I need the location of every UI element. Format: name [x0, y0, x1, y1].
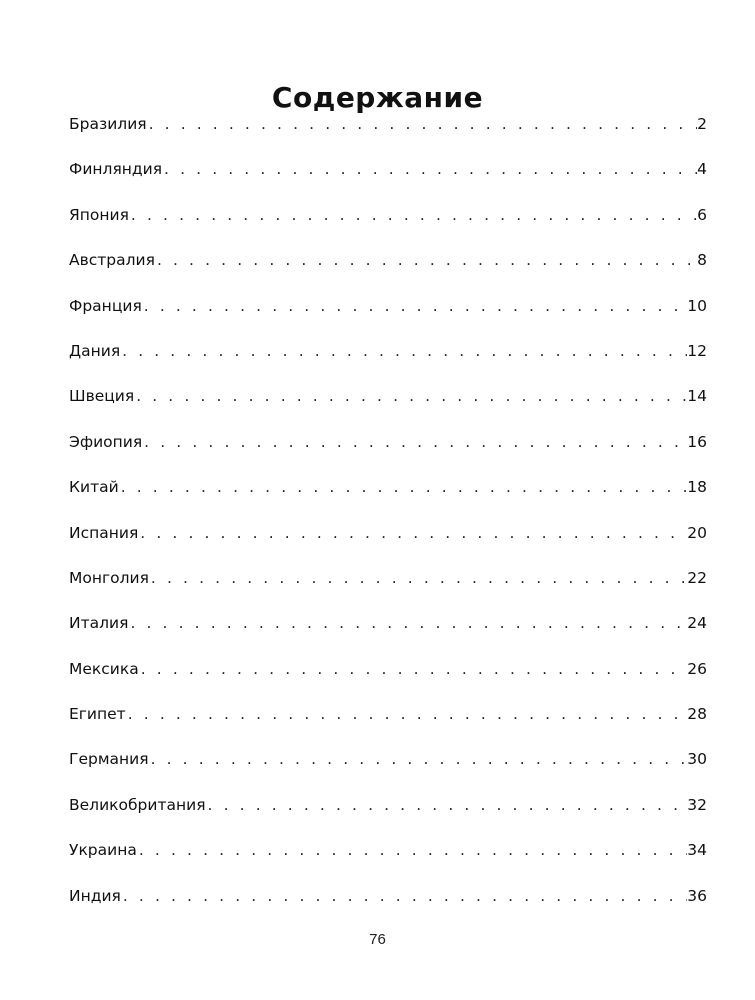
toc-entry-page: 34 [687, 841, 707, 860]
toc-entry-page: 24 [687, 614, 707, 633]
toc-dot-leader [134, 381, 687, 411]
toc-entry-title: Украина [69, 841, 137, 860]
toc-entry-title: Франция [69, 296, 142, 315]
toc-entry-title: Бразилия [69, 115, 147, 133]
toc-entry-title: Эфиопия [69, 432, 143, 451]
toc-dot-leader [129, 200, 697, 230]
toc-entry[interactable] [69, 154, 707, 199]
toc-entry[interactable] [69, 381, 707, 426]
toc-entry[interactable] [69, 563, 707, 608]
toc-entry[interactable] [69, 518, 707, 563]
toc-entry[interactable] [69, 472, 707, 517]
toc-dot-leader [139, 654, 688, 684]
toc-dot-leader [120, 336, 687, 366]
toc-entry[interactable] [69, 744, 707, 789]
toc-entry-page: 10 [687, 296, 707, 315]
toc-entry-page: 12 [687, 341, 707, 360]
toc-entry[interactable] [69, 790, 707, 835]
toc-entry-page: 28 [687, 705, 707, 724]
toc-entry-title: Мексика [69, 659, 139, 678]
toc-entry-title: Германия [69, 750, 149, 769]
toc-entry-page: 2 [697, 115, 707, 133]
toc-dot-leader [206, 790, 688, 820]
toc-entry-title: Китай [69, 478, 119, 497]
toc-entry-title: Швеция [69, 387, 135, 406]
toc-dot-leader [155, 245, 697, 275]
toc-dot-leader [162, 154, 697, 184]
toc-entry[interactable] [69, 654, 707, 699]
toc-entry[interactable] [69, 427, 707, 472]
toc-entry-title: Монголия [69, 568, 149, 587]
toc-entry-title: Великобритания [69, 795, 206, 814]
toc-entry-page: 22 [687, 568, 707, 587]
toc-entry[interactable] [69, 336, 707, 381]
table-of-contents [69, 109, 707, 926]
toc-dot-leader [142, 427, 687, 457]
toc-entry-page: 4 [697, 160, 707, 179]
toc-entry-page: 8 [697, 251, 707, 270]
toc-dot-leader [149, 744, 688, 774]
toc-dot-leader [126, 699, 688, 729]
toc-dot-leader [142, 291, 688, 321]
toc-entry-page: 32 [687, 795, 707, 814]
toc-entry-title: Италия [69, 614, 129, 633]
toc-dot-leader [128, 608, 687, 638]
toc-dot-leader [147, 109, 698, 139]
toc-entry-title: Дания [69, 341, 121, 360]
toc-entry[interactable] [69, 291, 707, 336]
toc-dot-leader [137, 835, 687, 865]
toc-entry-page: 6 [697, 205, 707, 224]
toc-entry-title: Египет [69, 705, 126, 724]
toc-entry-page: 26 [687, 659, 707, 678]
toc-entry-page: 30 [687, 750, 707, 769]
toc-entry-page: 36 [687, 886, 707, 905]
toc-entry-title: Финляндия [69, 160, 163, 179]
toc-entry[interactable] [69, 608, 707, 653]
page-number: 76 [369, 931, 386, 948]
toc-entry[interactable] [69, 245, 707, 290]
page-title: Содержание [271, 80, 484, 114]
toc-entry-title: Индия [69, 886, 121, 905]
toc-dot-leader [119, 472, 688, 502]
toc-entry-page: 16 [687, 432, 707, 451]
toc-entry[interactable] [69, 881, 707, 926]
toc-entry[interactable] [69, 109, 707, 154]
toc-entry[interactable] [69, 699, 707, 744]
toc-entry[interactable] [69, 200, 707, 245]
toc-dot-leader [121, 881, 687, 911]
toc-entry-title: Япония [69, 205, 129, 224]
toc-entry[interactable] [69, 835, 707, 880]
toc-entry-page: 18 [687, 478, 707, 497]
toc-entry-title: Испания [69, 523, 139, 542]
toc-entry-title: Австралия [69, 251, 155, 270]
toc-dot-leader [149, 563, 687, 593]
toc-dot-leader [138, 518, 687, 548]
toc-entry-page: 14 [687, 387, 707, 406]
toc-entry-page: 20 [687, 523, 707, 542]
